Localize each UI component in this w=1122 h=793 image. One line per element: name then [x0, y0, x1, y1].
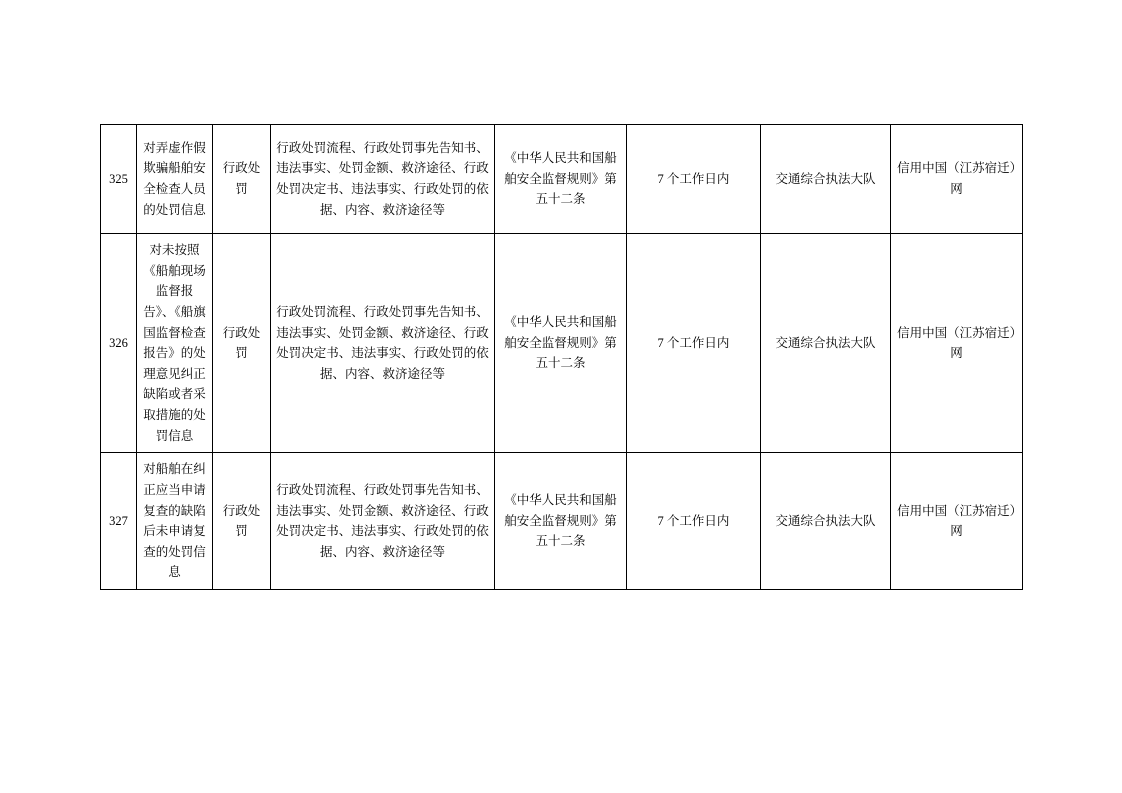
cell-department: 交通综合执法大队 — [761, 234, 891, 453]
cell-item-type: 行政处罚 — [213, 125, 271, 234]
table-row — [101, 453, 1023, 590]
cell-item-type: 行政处罚 — [213, 234, 271, 453]
cell-content: 行政处罚流程、行政处罚事先告知书、违法事实、处罚金额、救济途径、行政处罚决定书、违法事实、行政处罚的依据、内容、救济途径等 — [271, 234, 495, 453]
table-row — [101, 125, 1023, 234]
cell-legal-basis: 《中华人民共和国船舶安全监督规则》第五十二条 — [495, 125, 627, 234]
cell-time-limit: 7 个工作日内 — [627, 453, 761, 590]
disclosure-table — [100, 124, 1023, 590]
cell-department: 交通综合执法大队 — [761, 125, 891, 234]
cell-index: 325 — [101, 125, 137, 234]
cell-content: 行政处罚流程、行政处罚事先告知书、违法事实、处罚金额、救济途径、行政处罚决定书、违法事实、行政处罚的依据、内容、救济途径等 — [271, 125, 495, 234]
cell-index: 326 — [101, 234, 137, 453]
cell-channel: 信用中国（江苏宿迁）网 — [891, 234, 1023, 453]
cell-item-type: 行政处罚 — [213, 453, 271, 590]
table-row — [101, 234, 1023, 453]
cell-channel: 信用中国（江苏宿迁）网 — [891, 125, 1023, 234]
cell-item-name: 对船舶在纠正应当申请复查的缺陷后未申请复查的处罚信息 — [137, 453, 213, 590]
cell-item-name: 对弄虚作假欺骗船舶安全检查人员的处罚信息 — [137, 125, 213, 234]
cell-index: 327 — [101, 453, 137, 590]
cell-content: 行政处罚流程、行政处罚事先告知书、违法事实、处罚金额、救济途径、行政处罚决定书、违法事实、行政处罚的依据、内容、救济途径等 — [271, 453, 495, 590]
cell-legal-basis: 《中华人民共和国船舶安全监督规则》第五十二条 — [495, 234, 627, 453]
cell-channel: 信用中国（江苏宿迁）网 — [891, 453, 1023, 590]
cell-time-limit: 7 个工作日内 — [627, 125, 761, 234]
cell-department: 交通综合执法大队 — [761, 453, 891, 590]
cell-item-name: 对未按照《船舶现场监督报告》、《船旗国监督检查报告》的处理意见纠正缺陷或者采取措施的处罚信息 — [137, 234, 213, 453]
cell-time-limit: 7 个工作日内 — [627, 234, 761, 453]
cell-legal-basis: 《中华人民共和国船舶安全监督规则》第五十二条 — [495, 453, 627, 590]
